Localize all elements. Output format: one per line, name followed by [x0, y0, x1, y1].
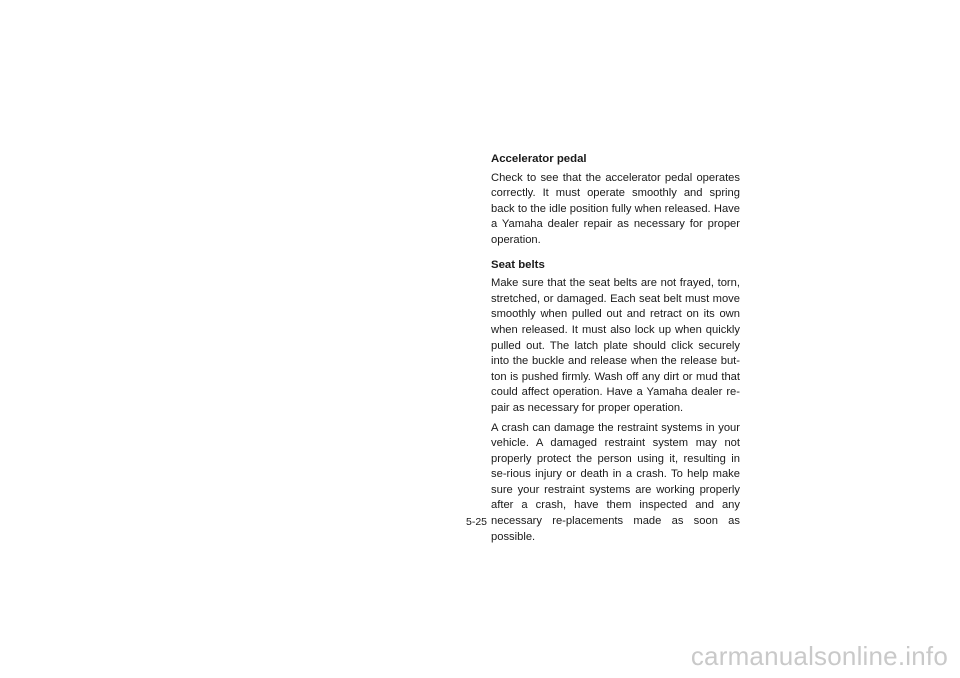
section-spacer: [491, 249, 740, 258]
text-column: [491, 152, 740, 545]
watermark: carmanualsonline.info: [690, 641, 948, 671]
section-heading-seat-belts: Seat belts: [491, 258, 545, 271]
section-heading-accelerator-pedal: Accelerator pedal: [491, 153, 587, 165]
paragraph-accelerator-pedal: Check to see that the accelerator pedal operates correctly. It must operate smoothly and spring back to the idle position fully when released. Have a Yamaha dealer repair as necessary for proper operation.: [491, 171, 740, 246]
paragraph-seat-belts-inspection: Make sure that the seat belts are not frayed, torn, stretched, or damaged. Each seat belt must move smoothly when pulled out and retract on its own when released. It must also lock up when quickly pulled out. The latch plate should click securely into the buckle and release when the release but-ton is pushed firmly. Wash off any dirt or mud that could affect operation. Have a Yamaha dealer re-pair as necessary for proper operation.: [491, 277, 740, 414]
page-number: 5-25: [466, 516, 488, 528]
paragraph-seat-belts-crash: A crash can damage the restraint systems in your vehicle. A damaged restraint system may not properly protect the person using it, resulting in se-rious injury or death in a crash. To help make sure your restraint systems are working properly after a crash, have them inspected and any necessary re-placements made as soon as possible.: [491, 421, 740, 543]
